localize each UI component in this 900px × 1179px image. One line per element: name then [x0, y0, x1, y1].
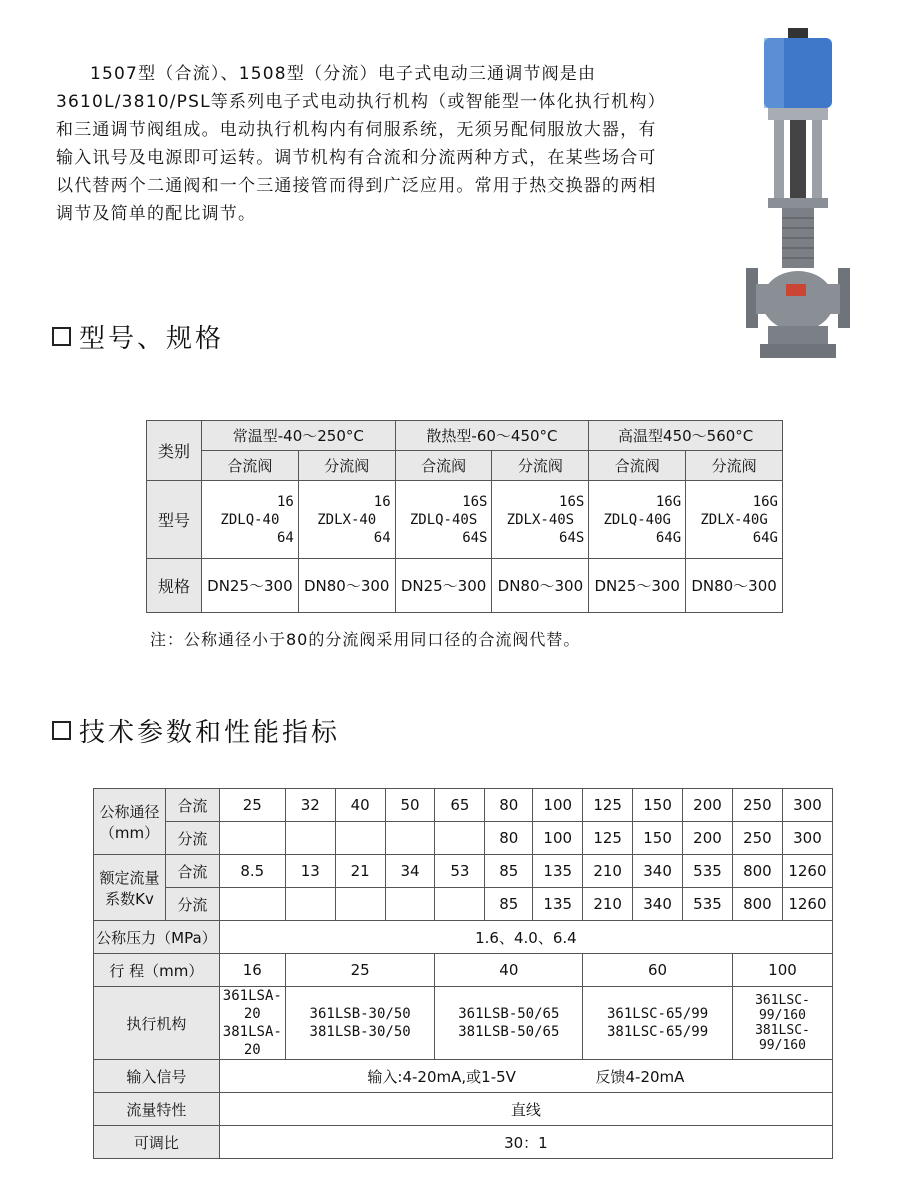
dn-split-cell: [285, 822, 335, 855]
actuator-cell: 361LSC-99/160 381LSC-99/160: [732, 987, 832, 1060]
dn-merge-cell: 40: [335, 789, 385, 822]
dn-merge-cell: 150: [633, 789, 683, 822]
model-cell: 16S ZDLX-40S 64S: [492, 481, 589, 559]
dn-split-cell: 100: [533, 822, 583, 855]
stroke-cell: 60: [583, 954, 733, 987]
stroke-cell: 25: [285, 954, 435, 987]
dn-merge-cell: 32: [285, 789, 335, 822]
actuator-cell: 361LSB-30/50 381LSB-30/50: [285, 987, 435, 1060]
dn-split-cell: [385, 822, 435, 855]
dn-split-cell: 200: [683, 822, 733, 855]
kv-split-cell: [385, 888, 435, 921]
kv-split-cell: 535: [683, 888, 733, 921]
group-header: 散热型-60～450°C: [395, 421, 589, 451]
dn-split-cell: 250: [732, 822, 782, 855]
stroke-cell: 40: [435, 954, 583, 987]
split-label: 分流: [165, 888, 219, 921]
dn-split-cell: 125: [583, 822, 633, 855]
kv-merge-cell: 535: [683, 855, 733, 888]
model-cell: 16 ZDLQ-40 64: [202, 481, 299, 559]
dn-split-cell: [435, 822, 485, 855]
tech-params-table: [93, 788, 833, 1159]
kv-merge-cell: 135: [533, 855, 583, 888]
kv-merge-cell: 340: [633, 855, 683, 888]
section-title-model: 型号、规格: [52, 318, 224, 355]
dn-split-cell: 150: [633, 822, 683, 855]
spec-cell: DN25～300: [202, 559, 299, 613]
kv-split-cell: 210: [583, 888, 633, 921]
model-cell: 16 ZDLX-40 64: [298, 481, 395, 559]
dn-merge-cell: 100: [533, 789, 583, 822]
merge-label: 合流: [165, 855, 219, 888]
flow-value: 直线: [219, 1093, 832, 1126]
actuator-cell: 361LSA-20 381LSA-20: [219, 987, 285, 1060]
kv-merge-cell: 8.5: [219, 855, 285, 888]
spec-cell: DN25～300: [395, 559, 492, 613]
dn-split-cell: [219, 822, 285, 855]
model-cell: 16G ZDLX-40G 64G: [686, 481, 783, 559]
intro-paragraph: 1507型（合流）、1508型（分流）电子式电动三通调节阀是由3610L/3810/PSL等系列电子式电动执行机构（或智能型一体化执行机构）和三通调节阀组成。电动执行机构内有伺服系统，无须另配伺服放大器，有输入讯号及电源即可运转。调节机构有合流和分流两种方式，在某些场合可以代替两个二通阀和一个三通接管而得到广泛应用。常用于热交换器的两相调节及简单的配比调节。: [56, 64, 666, 224]
input-value: 输入:4-20mA,或1-5V 反馈4-20mA: [219, 1060, 832, 1093]
checkbox-square-icon: [52, 327, 71, 346]
split-label: 分流: [165, 822, 219, 855]
flow-label: 流量特性: [94, 1093, 220, 1126]
kv-split-cell: 340: [633, 888, 683, 921]
dn-merge-cell: 125: [583, 789, 633, 822]
kv-split-cell: [219, 888, 285, 921]
stroke-label: 行 程（mm）: [94, 954, 220, 987]
group-header: 常温型-40～250°C: [202, 421, 396, 451]
model-cell: 16G ZDLQ-40G 64G: [589, 481, 686, 559]
kv-merge-cell: 13: [285, 855, 335, 888]
input-label: 输入信号: [94, 1060, 220, 1093]
dn-merge-cell: 25: [219, 789, 285, 822]
spec-cell: DN80～300: [686, 559, 783, 613]
spec-cell: DN25～300: [589, 559, 686, 613]
dn-split-cell: [335, 822, 385, 855]
dn-merge-cell: 50: [385, 789, 435, 822]
kv-split-cell: 800: [732, 888, 782, 921]
pressure-label: 公称压力（MPa）: [94, 921, 220, 954]
kv-split-cell: [435, 888, 485, 921]
merge-label: 合流: [165, 789, 219, 822]
kv-merge-cell: 53: [435, 855, 485, 888]
stroke-cell: 100: [732, 954, 832, 987]
sub-header: 分流阀: [492, 451, 589, 481]
sub-header: 合流阀: [589, 451, 686, 481]
kv-merge-cell: 34: [385, 855, 435, 888]
actuator-label: 执行机构: [94, 987, 220, 1060]
kv-merge-cell: 800: [732, 855, 782, 888]
actuator-cell: 361LSC-65/99 381LSC-65/99: [583, 987, 733, 1060]
stroke-cell: 16: [219, 954, 285, 987]
sub-header: 合流阀: [395, 451, 492, 481]
dn-merge-cell: 65: [435, 789, 485, 822]
spec-cell: DN80～300: [492, 559, 589, 613]
kv-split-cell: 1260: [782, 888, 832, 921]
kv-merge-cell: 21: [335, 855, 385, 888]
kv-split-cell: [285, 888, 335, 921]
spec-label: 规格: [147, 559, 202, 613]
kv-merge-cell: 85: [485, 855, 533, 888]
model-spec-table: [146, 420, 783, 613]
dn-merge-cell: 300: [782, 789, 832, 822]
group-header: 高温型450～560°C: [589, 421, 783, 451]
kv-merge-cell: 1260: [782, 855, 832, 888]
spec-cell: DN80～300: [298, 559, 395, 613]
sub-header: 合流阀: [202, 451, 299, 481]
kv-merge-cell: 210: [583, 855, 633, 888]
category-label: 类别: [147, 421, 202, 481]
pressure-value: 1.6、4.0、6.4: [219, 921, 832, 954]
sub-header: 分流阀: [686, 451, 783, 481]
valve-product-image: [738, 26, 858, 371]
sub-header: 分流阀: [298, 451, 395, 481]
table-note: 注：公称通径小于80的分流阀采用同口径的合流阀代替。: [150, 630, 581, 649]
checkbox-square-icon: [52, 721, 71, 740]
kv-split-cell: 135: [533, 888, 583, 921]
dn-label: 公称通径（mm）: [94, 789, 166, 855]
dn-merge-cell: 80: [485, 789, 533, 822]
actuator-cell: 361LSB-50/65 381LSB-50/65: [435, 987, 583, 1060]
dn-merge-cell: 200: [683, 789, 733, 822]
model-cell: 16S ZDLQ-40S 64S: [395, 481, 492, 559]
model-label: 型号: [147, 481, 202, 559]
kv-label: 额定流量系数Kv: [94, 855, 166, 921]
range-label: 可调比: [94, 1126, 220, 1159]
range-value: 30：1: [219, 1126, 832, 1159]
dn-split-cell: 80: [485, 822, 533, 855]
dn-merge-cell: 250: [732, 789, 782, 822]
kv-split-cell: [335, 888, 385, 921]
kv-split-cell: 85: [485, 888, 533, 921]
dn-split-cell: 300: [782, 822, 832, 855]
section-title-tech: 技术参数和性能指标: [52, 712, 340, 749]
